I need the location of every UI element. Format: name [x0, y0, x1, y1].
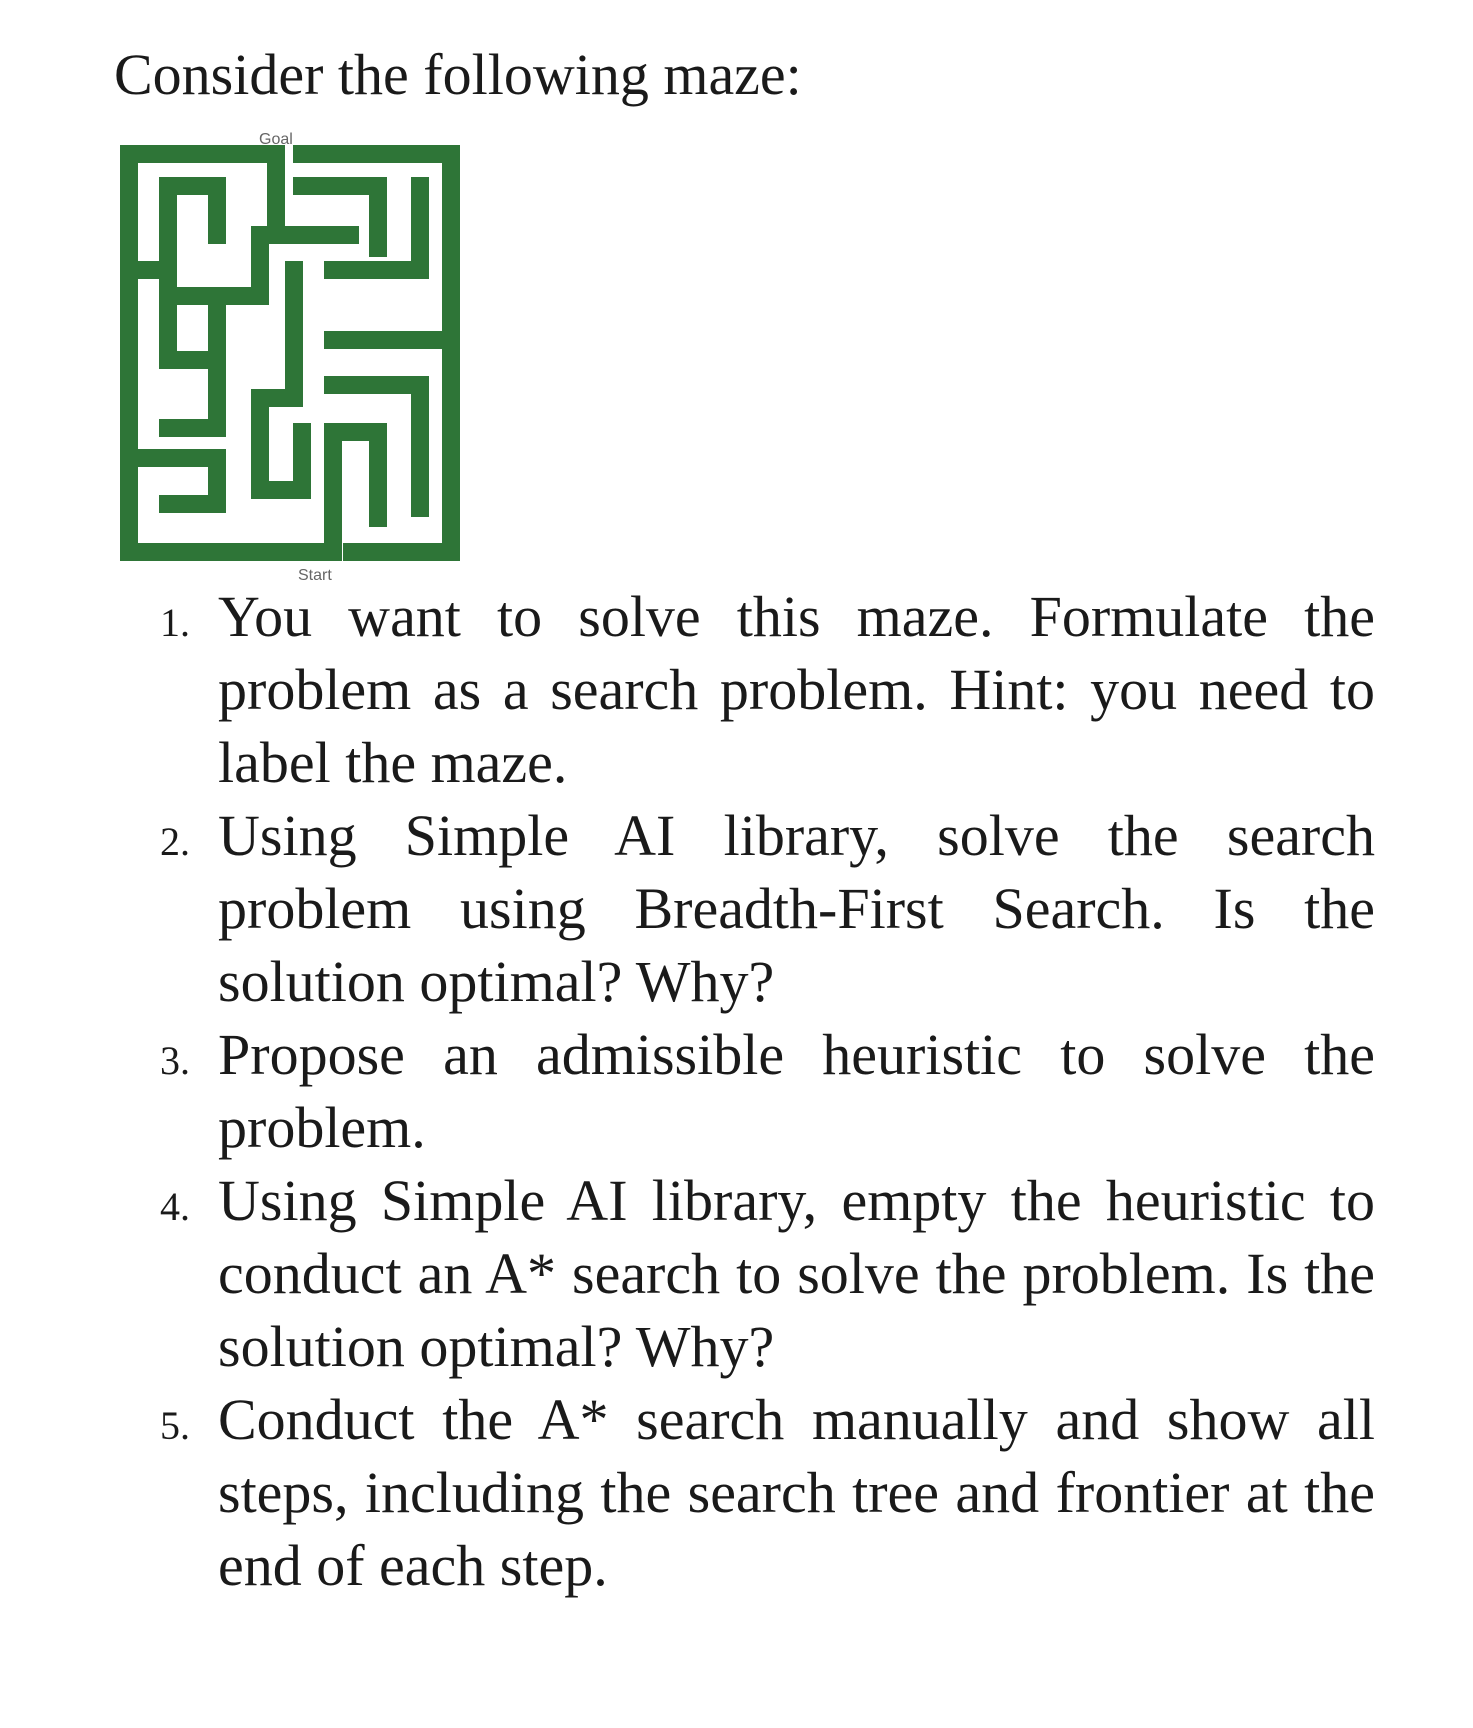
task-number: 4. — [160, 1184, 190, 1229]
task-list — [160, 580, 1375, 1602]
task-text: Using Simple AI library, solve the search problem using Breadth-First Search. Is the solution optimal? Why? — [218, 803, 1375, 1014]
maze-inner-wall — [168, 235, 260, 296]
task-number: 5. — [160, 1403, 190, 1448]
task-number: 1. — [160, 600, 190, 645]
task-item — [160, 580, 1375, 799]
task-item — [160, 1018, 1375, 1164]
start-label: Start — [298, 567, 332, 584]
maze-figure — [120, 120, 480, 590]
maze-diagram — [120, 120, 480, 590]
goal-label: Goal — [259, 131, 293, 148]
task-text: Propose an admissible heuristic to solve the problem. — [218, 1022, 1375, 1160]
maze-walls — [129, 154, 451, 552]
task-number: 3. — [160, 1038, 190, 1083]
task-number: 2. — [160, 819, 190, 864]
task-text: Using Simple AI library, empty the heuristic to conduct an A* search to solve the problem. Is the solution optimal? Why? — [218, 1168, 1375, 1379]
task-item — [160, 799, 1375, 1018]
maze-inner-wall — [129, 458, 217, 504]
task-text: Conduct the A* search manually and show all steps, including the search tree and frontier at the end of each step. — [218, 1387, 1375, 1598]
task-text: You want to solve this maze. Formulate the problem as a search problem. Hint: you need to label the maze. — [218, 584, 1375, 795]
task-item — [160, 1383, 1375, 1602]
intro-heading: Consider the following maze: — [114, 42, 802, 107]
maze-inner-wall — [168, 360, 217, 428]
task-item — [160, 1164, 1375, 1383]
